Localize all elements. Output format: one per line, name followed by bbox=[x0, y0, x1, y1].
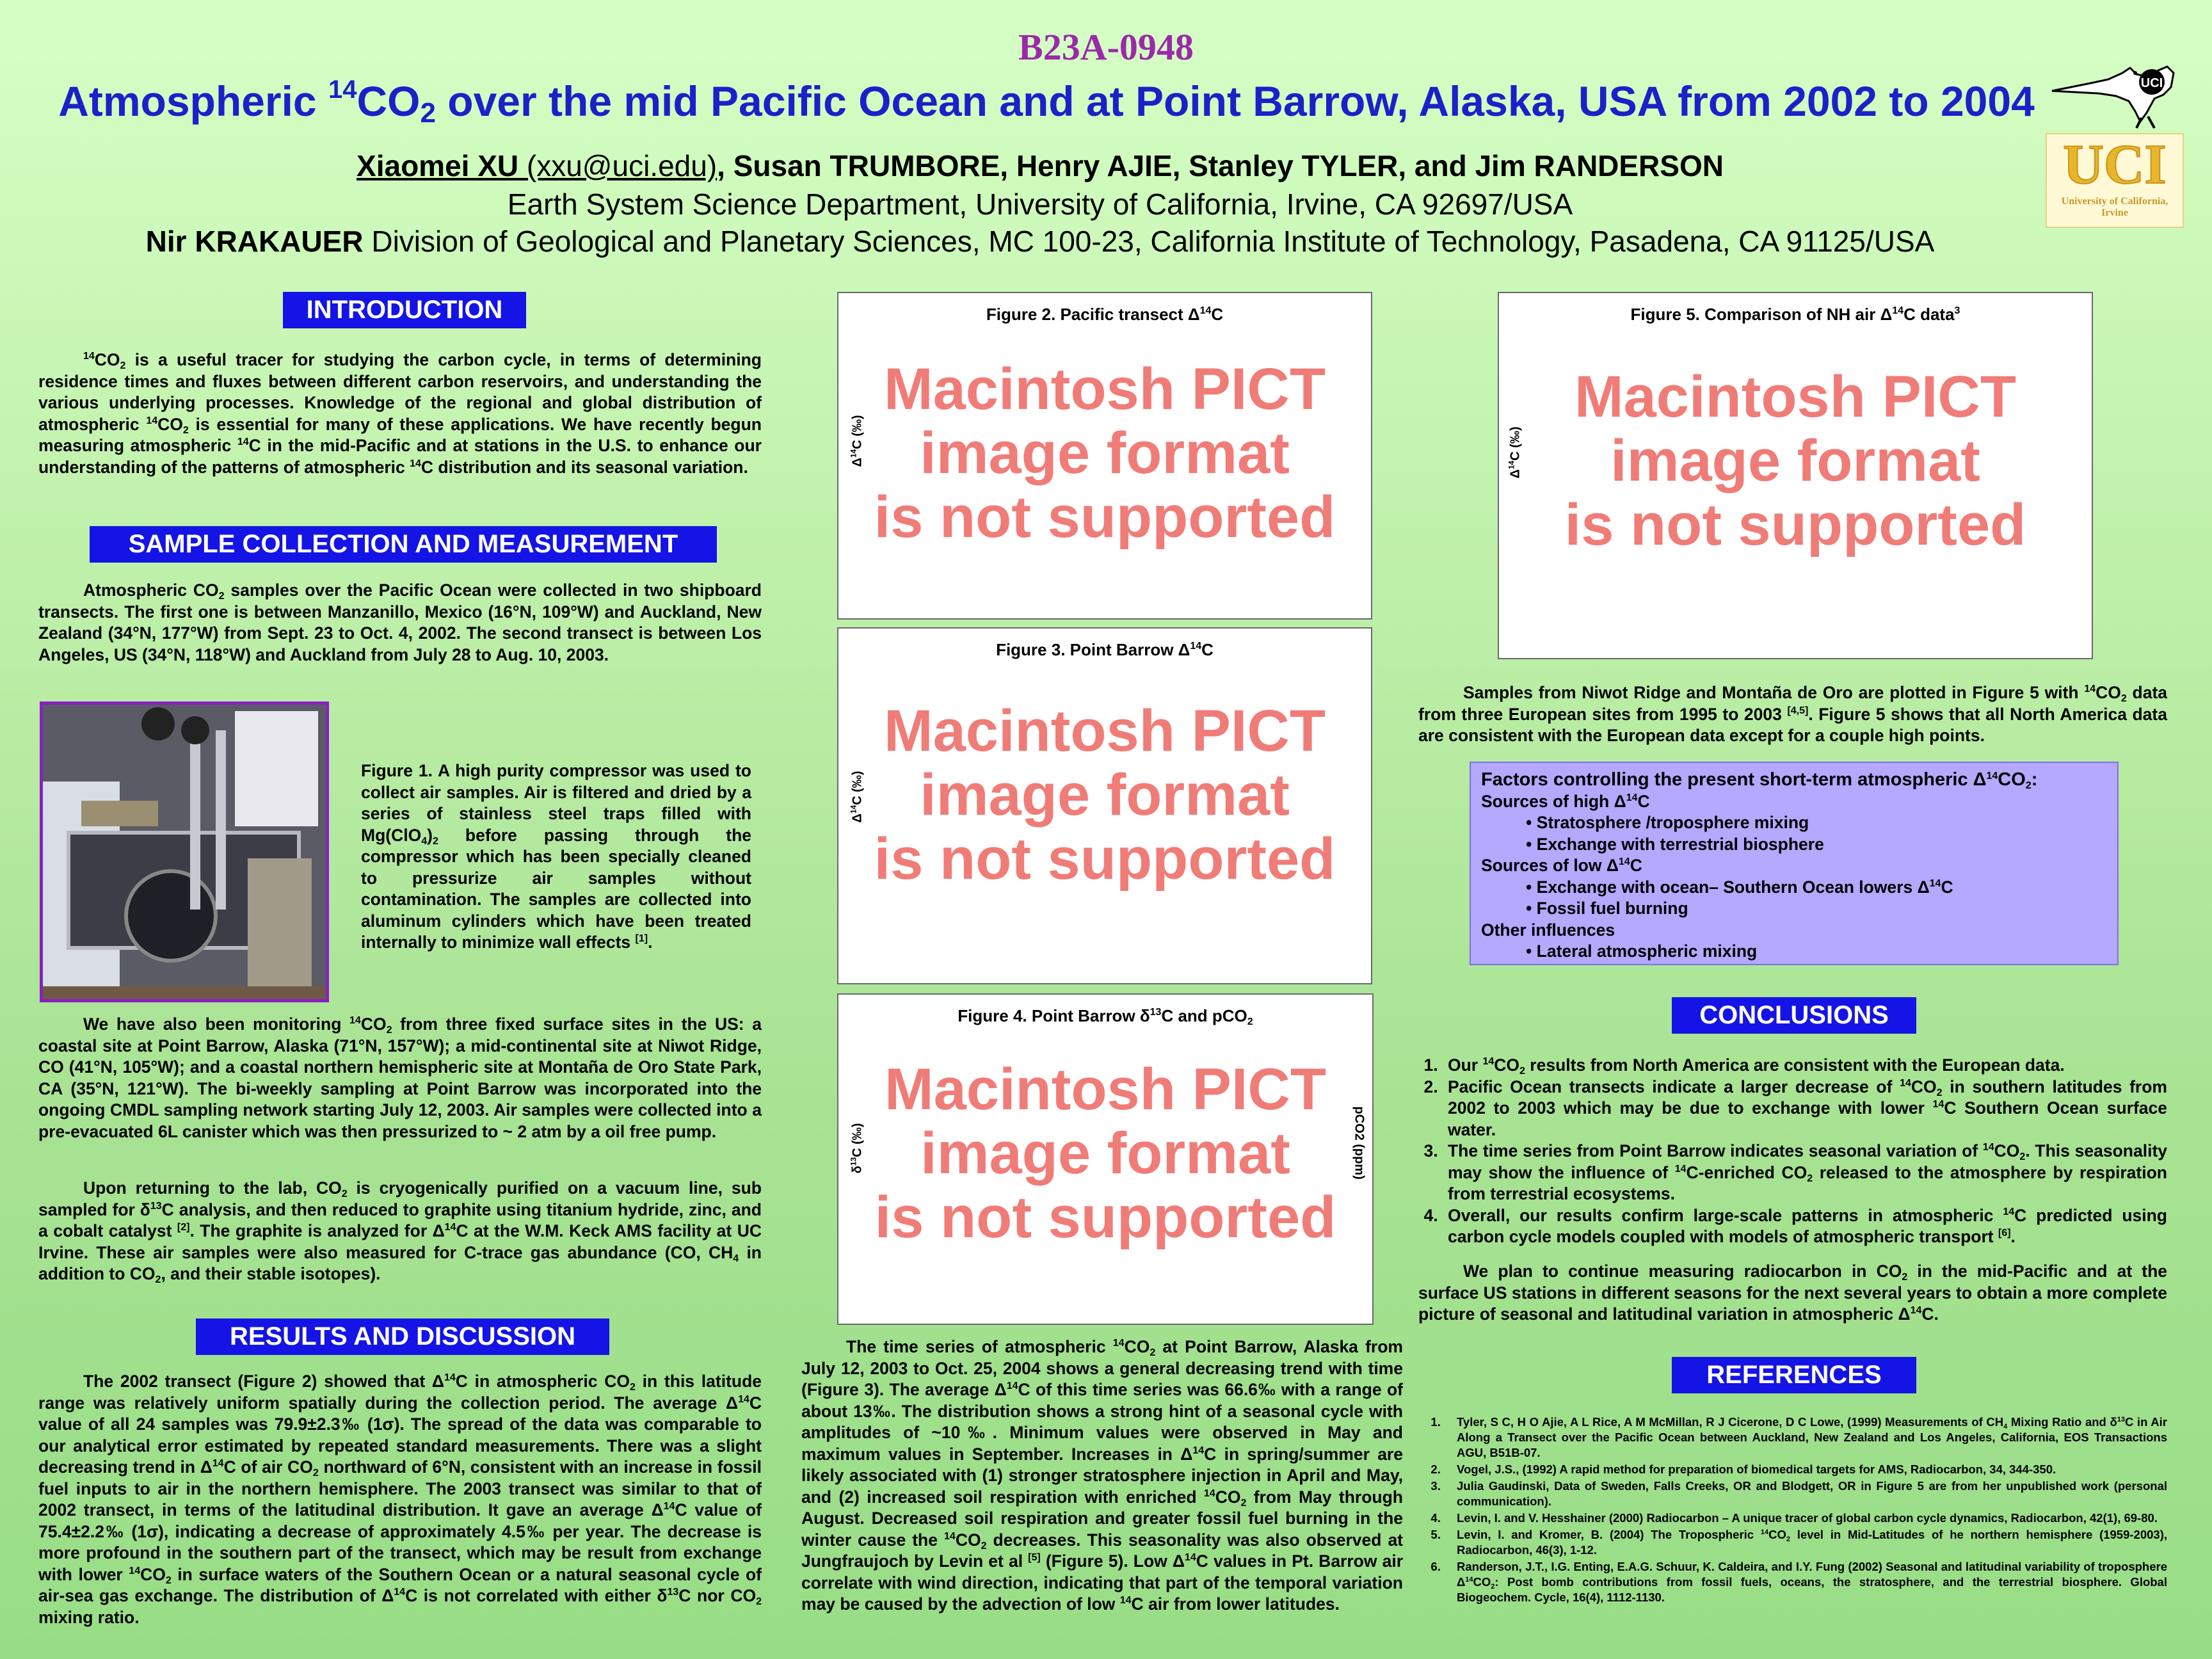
introduction-heading: INTRODUCTION bbox=[283, 292, 526, 328]
anteater-mascot-logo bbox=[2046, 54, 2186, 131]
reference-item: 4. Levin, I. and V. Hesshainer (2000) Radiocarbon – A unique tracer of global carbon cycle dynamics, Radiocarbon, 42(1), 69-80. bbox=[1444, 1511, 2167, 1526]
poster-id: B23A-0948 bbox=[1018, 26, 1194, 68]
uci-caption-2: Irvine bbox=[2101, 207, 2128, 218]
factors-line-1: Sources of high $\Delta^{14}C$ bbox=[1481, 791, 1650, 811]
references-list bbox=[1399, 1415, 2167, 1605]
reference-item: 1. Tyler, S C, H O Ajie, A L Rice, A M McMillan, R J Cicerone, D C Lowe, (1999) Measurements of $CH_4$ Mixing Ratio and $\delta^{13}C$ in Air Along a Transect over the Pacific Ocean between Auckland, New Zealand and Los Angeles, California, EOS Transactions AGU, B51B-07. bbox=[1444, 1415, 2167, 1461]
results-text: The 2002 transect (Figure 2) showed that $\Delta^{14}C$ in atmospheric $CO_2$ in this latitude range was relatively uniform spatially during the collection period. The average $\Delta^{14}C$ value of all 24 samples was 79.9±2.3‰ (1σ). The spread of the data was comparable to our analytical error estimated by repeated standard measurements. There was a slight decreasing trend in $\Delta^{14}C$ of air $CO_2$ northward of 6°N, consistent with an increase in fossil fuel inputs to air in the northern hemisphere. The 2003 transect was similar to that of 2002 transect, in terms of the latitudinal distribution. It gave an average $\Delta^{14}C$ value of 75.4±2.2‰ (1σ), indicating a decrease of approximately 4.5‰ per year. The decrease is more profound in the southern part of the transect, which may be result from exchange with lower $^{14}CO_2$ in surface waters of the Southern Ocean or a natural seasonal cycle of air-sea gas exchange. The distribution of $\Delta^{14}C$ is not correlated with either $\delta^{13}C$ nor $CO_2$ mixing ratio. bbox=[38, 1372, 762, 1627]
author-list: Xiaomei XU (xxu@uci.edu), Susan TRUMBORE, Henry AJIE, Stanley TYLER, and Jim RANDERSON bbox=[357, 149, 1724, 182]
factors-line-4: Sources of low $\Delta^{14}C$ bbox=[1481, 856, 1642, 875]
figure-3-panel bbox=[837, 627, 1372, 984]
reference-item: 3. Julia Gaudinski, Data of Sweden, Falls Creeks, OR and Blodgett, OR in Figure 5 are from her unpublished work (personal communication). bbox=[1444, 1479, 2167, 1509]
affiliation-2: Nir KRAKAUER Division of Geological and Planetary Sciences, MC 100-23, California Institute of Technology, Pasadena, CA 91125/USA bbox=[145, 225, 1935, 258]
uci-wordmark: UCI bbox=[2063, 134, 2167, 196]
conclusion-item: 4. Overall, our results confirm large-scale patterns in atmospheric $^{14}$C predicted using carbon cycle models coupled with models of atmospheric transport [6]. bbox=[1443, 1205, 2167, 1248]
conclusion-item: 2. Pacific Ocean transects indicate a larger decrease of $^{14}CO_2$ in southern latitudes from 2002 to 2003 which may be due to exchange with lower $^{14}$C Southern Ocean surface water. bbox=[1443, 1077, 2167, 1141]
factors-line-5: • Exchange with ocean– Southern Ocean lowers $\Delta^{14}C$ bbox=[1526, 877, 1953, 897]
svg-text:UCI: UCI bbox=[2140, 76, 2163, 90]
figure-3-placeholder: Macintosh PICT image format is not supported bbox=[874, 698, 1336, 892]
figure-5-title: Figure 5. Comparison of NH air $\Delta^{14}C$ data$^3$ bbox=[1630, 305, 1960, 324]
first-author-link[interactable]: Xiaomei XU (xxu@uci.edu) bbox=[357, 149, 717, 182]
figure-5-y-axis-label: $\Delta^{14}C$ (‰) bbox=[1507, 426, 1523, 479]
introduction-text: $^{14}CO_2$ is a useful tracer for studying the carbon cycle, in terms of determining residence times and fluxes between different carbon reservoirs, and understanding the various underlying processes. Knowledge of the regional and global distribution of atmospheric $^{14}CO_2$ is essential for many of these applications. We have recently begun measuring atmospheric $^{14}$C in the mid-Pacific and at stations in the U.S. to enhance our understanding of the patterns of atmospheric $^{14}$C distribution and its seasonal variation. bbox=[38, 350, 762, 477]
figure-2-placeholder: Macintosh PICT image format is not supported bbox=[874, 357, 1336, 550]
figure-5-placeholder: Macintosh PICT image format is not supported bbox=[1564, 364, 2026, 557]
figure-4-right-axis-label: pCO2 (ppm) bbox=[1352, 1106, 1366, 1180]
figure-5-panel bbox=[1498, 292, 2093, 659]
figure-2-panel bbox=[837, 292, 1372, 620]
poster-title: Atmospheric $^{14}CO_2$ over the mid Pacific Ocean and at Point Barrow, Alaska, USA from 2002 to 2004 bbox=[58, 76, 2035, 129]
future-plan-text: We plan to continue measuring radiocarbon in $CO_2$ in the mid-Pacific and at the surface US stations in different seasons for the next several years to obtain a more complete picture of seasonal and latitudinal variation in atmospheric $\Delta^{14}C$. bbox=[1418, 1262, 2167, 1324]
figure-4-left-axis-label: $\delta^{13}C$ (‰) bbox=[849, 1123, 865, 1174]
sample-collection-text-3: Upon returning to the lab, $CO_2$ is cryogenically purified on a vacuum line, sub sampled for $\delta^{13}C$ analysis, and then reduced to graphite using titanium hydride, zinc, and a cobalt catalyst [2]. The graphite is analyzed for $\Delta^{14}C$ at the W.M. Keck AMS facility at UC Irvine. These air samples were also measured for C-trace gas abundance (CO, $CH_4$ in addition to $CO_2$, and their stable isotopes). bbox=[38, 1178, 762, 1285]
references-list-wrap bbox=[1399, 1415, 2167, 1607]
factors-line-2: • Stratosphere /troposphere mixing bbox=[1526, 813, 1809, 832]
figure-4-panel bbox=[837, 993, 1374, 1325]
factors-line-6: • Fossil fuel burning bbox=[1526, 899, 1688, 918]
conclusions-list-wrap bbox=[1418, 1055, 2167, 1248]
conclusions-list bbox=[1418, 1055, 2167, 1248]
figure-4-placeholder: Macintosh PICT image format is not supported bbox=[874, 1057, 1336, 1250]
compressor-photo bbox=[40, 701, 329, 1002]
figure-1-caption: Figure 1. A high purity compressor was used to collect air samples. Air is filtered and dried by a series of stainless steel traps filled with $Mg(ClO_4)_2$ before passing through the compressor which has been specially cleaned to pressurize air samples without contamination. The samples are collected into aluminum cylinders which have been treated internally to minimize wall effects [1]. bbox=[361, 761, 751, 952]
factors-line-7: Other influences bbox=[1481, 920, 1615, 940]
conclusion-item: 1. Our $^{14}CO_2$ results from North America are consistent with the European data. bbox=[1443, 1055, 2167, 1077]
sample-collection-text-1: Atmospheric $CO_2$ samples over the Pacific Ocean were collected in two shipboard transects. The first one is between Manzanillo, Mexico (16°N, 109°W) and Auckland, New Zealand (34°N, 177°W) from Sept. 23 to Oct. 4, 2002. The second transect is between Los Angeles, US (34°N, 118°W) and Auckland from July 28 to Aug. 10, 2003. bbox=[38, 581, 762, 664]
factors-box bbox=[1470, 762, 2119, 965]
conclusions-heading: CONCLUSIONS bbox=[1672, 997, 1916, 1034]
reference-item: 6. Randerson, J.T., I.G. Enting, E.A.G. Schuur, K. Caldeira, and I.Y. Fung (2002) Seasonal and latitudinal variability of troposphere $\Delta^{14}CO_2$: Post bomb contributions from fossil fuels, oceans, the stratosphere, and the terrestrial biosphere. Global Biogeochem. Cycle, 16(4), 1112-1130. bbox=[1444, 1559, 2167, 1605]
point-barrow-discussion-text: The time series of atmospheric $^{14}CO_2$ at Point Barrow, Alaska from July 12, 2003 to Oct. 25, 2004 shows a general decreasing trend with time (Figure 3). The average $\Delta^{14}C$ of this time series was 66.6‰ with a range of about 13‰. The distribution shows a strong hint of a seasonal cycle with amplitudes of ~10‰. Minimum values were observed in May and maximum values in September. Increases in $\Delta^{14}C$ in spring/summer are likely associated with (1) stronger stratosphere injection in April and May, and (2) increased soil respiration with enriched $^{14}CO_2$ from May through August. Decreased soil respiration and greater fossil fuel burning in the winter cause the $^{14}CO_2$ decreases. This seasonality was also observed at Jungfraujoch by Levin et al [5] (Figure 5). Low $\Delta^{14}C$ values in Pt. Barrow air correlate with wind direction, indicating that part of the temporal variation may be caused by the advection of low $^{14}$C air from lower latitudes. bbox=[801, 1337, 1404, 1614]
factors-title: Factors controlling the present short-term atmospheric $\Delta^{14}CO_2$: bbox=[1481, 769, 2038, 791]
figure-2-title: Figure 2. Pacific transect $\Delta^{14}C$ bbox=[986, 305, 1224, 324]
sample-collection-heading: SAMPLE COLLECTION AND MEASUREMENT bbox=[90, 526, 717, 563]
results-heading: RESULTS AND DISCUSSION bbox=[196, 1318, 609, 1355]
affiliation-1: Earth System Science Department, University of California, Irvine, CA 92697/USA bbox=[507, 188, 1573, 221]
figure-5-discussion-text: Samples from Niwot Ridge and Montaña de Oro are plotted in Figure 5 with $^{14}CO_2$ data from three European sites from 1995 to 2003 [4,5]. Figure 5 shows that all North America data are consistent with the European data except for a couple high points. bbox=[1418, 683, 2168, 745]
sample-collection-text-2: We have also been monitoring $^{14}CO_2$ from three fixed surface sites in the US: a coastal site at Point Barrow, Alaska (71°N, 157°W); a mid-continental site at Niwot Ridge, CO (41°N, 105°W); and a coastal northern hemispheric site at Montaña de Oro State Park, CA (35°N, 121°W). The bi-weekly sampling at Point Barrow was incorporated into the ongoing CMDL sampling network starting July 12, 2003. Air samples were collected into a pre-evacuated 6L canister which was then pressurized to ~ 2 atm by a oil free pump. bbox=[38, 1014, 762, 1141]
factors-line-3: • Exchange with terrestrial biosphere bbox=[1526, 834, 1824, 854]
reference-item: 5. Levin, I. and Kromer, B. (2004) The Tropospheric $^{14}CO_2$ level in Mid-Latitudes of he northern hemisphere (1959-2003), Radiocarbon, 46(3), 1-12. bbox=[1444, 1527, 2167, 1558]
figure-4-title: Figure 4. Point Barrow $\delta^{13}C$ and pCO$_2$ bbox=[958, 1006, 1253, 1027]
factors-line-8: • Lateral atmospheric mixing bbox=[1526, 942, 1758, 961]
figure-3-title: Figure 3. Point Barrow $\Delta^{14}C$ bbox=[996, 640, 1214, 659]
figure-2-y-axis-label: $\Delta^{14}C$ (‰) bbox=[849, 415, 865, 467]
uci-logo bbox=[2046, 133, 2184, 228]
conclusion-item: 3. The time series from Point Barrow indicates seasonal variation of $^{14}CO_2$. This seasonality may show the influence of $^{14}$C-enriched $CO_2$ released to the atmosphere by respiration from terrestrial ecosystems. bbox=[1443, 1141, 2167, 1205]
figure-3-y-axis-label: $\Delta^{14}C$ (‰) bbox=[849, 771, 865, 823]
references-heading: REFERENCES bbox=[1672, 1357, 1916, 1393]
uci-caption-1: University of California, bbox=[2061, 196, 2168, 207]
reference-item: 2. Vogel, J.S., (1992) A rapid method for preparation of biomedical targets for AMS, Radiocarbon, 34, 344-350. bbox=[1444, 1462, 2167, 1477]
